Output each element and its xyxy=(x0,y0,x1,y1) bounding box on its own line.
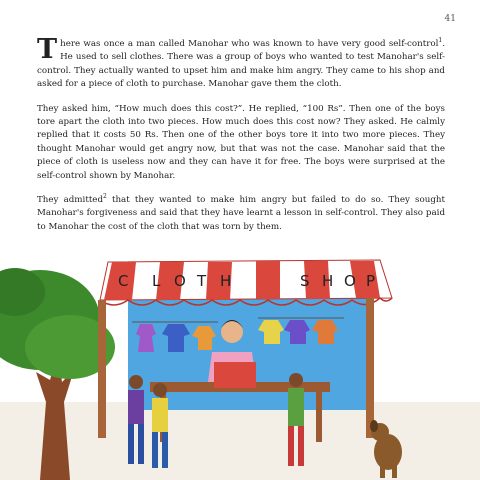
paragraph-1-part-a: here was once a man called Manohar who was known to have very good self-control xyxy=(60,39,439,49)
sign-letter: P xyxy=(366,272,376,290)
sign-letter: L xyxy=(152,272,161,290)
sign-letter: O xyxy=(344,272,356,290)
counter-leg xyxy=(316,392,322,442)
sign-letter: H xyxy=(322,272,334,290)
page-number: 41 xyxy=(444,14,456,24)
sign-letter: T xyxy=(197,272,207,290)
paragraph-3 xyxy=(37,194,445,234)
footnote-marker-1: 1 xyxy=(438,37,443,45)
story-text xyxy=(37,34,445,245)
paragraph-1 xyxy=(37,34,445,92)
drop-cap: T xyxy=(37,34,58,65)
paragraph-1-part-b: . He used to sell clothes. There was a group of boys who wanted to test Manohar's self-control. They actually wanted to upset him and make him angry. They came to his shop and asked for a piece of cloth to purchase. Manohar gave them the cloth. xyxy=(37,39,445,90)
left-post xyxy=(98,300,106,438)
footnote-marker-2: 2 xyxy=(103,193,107,201)
sign-letter: C xyxy=(118,272,129,290)
sign-letter: S xyxy=(300,272,310,290)
right-post xyxy=(366,298,374,438)
sign-letter: H xyxy=(220,272,232,290)
sign-letter: O xyxy=(174,272,186,290)
cloth-shop-illustration xyxy=(0,252,480,480)
paragraph-2: They asked him, “How much does this cost?”. He replied, “100 Rs”. Then one of the boys tore apart the cloth into two pieces. How much does this cost now? They asked. He calmly replied that it costs 50 Rs. Then one of the other boys tore it into two more pieces. They thought Manohar would get angry now, but that was not the case. Manohar said that the piece of cloth is useless now and they can have it for free. The boys were surprised at the self-control shown by Manohar. xyxy=(37,103,445,181)
paragraph-3-part-b: that they wanted to make him angry but failed to do so. They sought Manohar's forgiveness and said that they have learnt a lesson in self-control. They also paid to Manohar the cost of the cloth that was torn by them. xyxy=(37,195,445,232)
cloth-on-counter xyxy=(214,362,256,388)
ground xyxy=(0,402,480,480)
paragraph-3-part-a: They admitted xyxy=(37,195,104,206)
